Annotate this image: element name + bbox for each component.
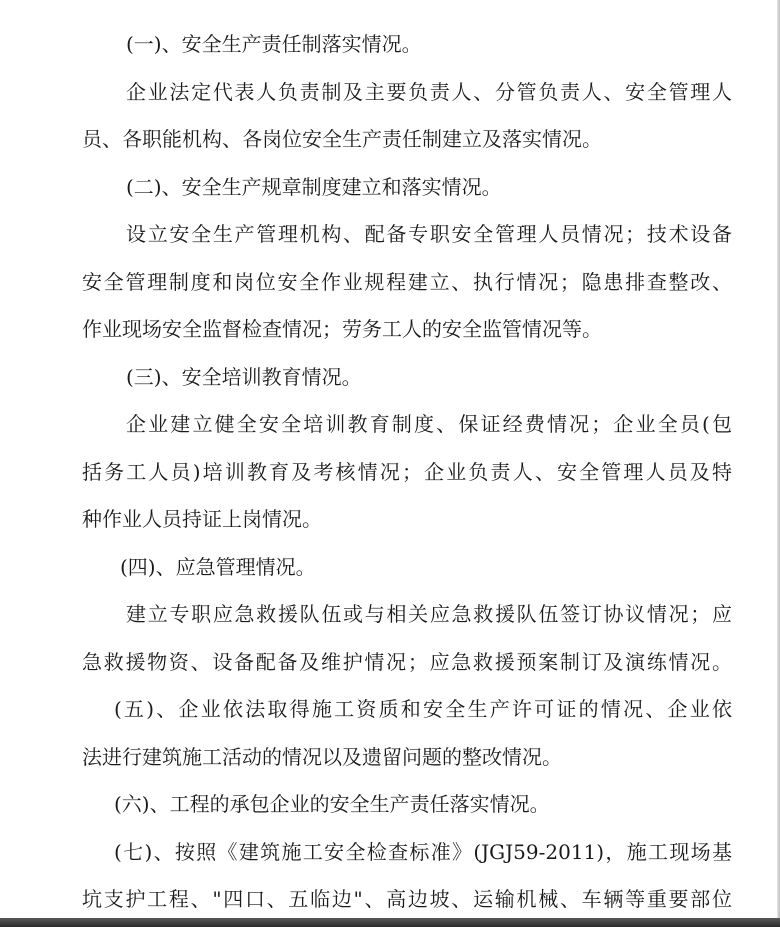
paragraph-line: 作业现场安全监督检查情况；劳务工人的安全监管情况等。	[82, 317, 602, 341]
paragraph-line: 建立专职应急救援队伍或与相关应急救援队伍签订协议情况；应	[126, 602, 732, 626]
section-heading-3: (三)、安全培训教育情况。	[126, 364, 362, 389]
section-heading-7: (七)、按照《建筑施工安全检查标准》(JGJ59-2011)，施工现场基	[114, 839, 732, 864]
section-heading-1: (一)、安全生产责任制落实情况。	[126, 32, 422, 56]
paragraph-line: 坑支护工程、"四口、五临边"、高边坡、运输机械、车辆等重要部位	[82, 887, 732, 911]
section-heading-2: (二)、安全生产规章制度建立和落实情况。	[126, 174, 502, 199]
paragraph-line: 法进行建筑施工活动的情况以及遗留问题的整改情况。	[82, 744, 562, 769]
document-body	[82, 21, 732, 918]
paragraph-line: 企业建立健全安全培训教育制度、保证经费情况；企业全员(包	[126, 412, 732, 436]
viewer-bottom-bar	[0, 918, 780, 927]
paragraph-line: 种作业人员持证上岗情况。	[82, 507, 322, 531]
section-heading-4: (四)、应急管理情况。	[120, 554, 316, 579]
paragraph-line: 安全管理制度和岗位安全作业规程建立、执行情况；隐患排查整改、	[82, 269, 732, 294]
paragraph-line: 括务工人员)培训教育及考核情况；企业负责人、安全管理人员及特	[82, 459, 732, 484]
paragraph-line: 设立安全生产管理机构、配备专职安全管理人员情况；技术设备	[126, 222, 732, 246]
section-heading-5: (五)、企业依法取得施工资质和安全生产许可证的情况、企业依	[114, 697, 732, 721]
paragraph-line: 企业法定代表人负责制及主要负责人、分管负责人、安全管理人	[126, 79, 732, 104]
paragraph-line: 急救援物资、设备配备及维护情况；应急救援预案制订及演练情况。	[82, 649, 732, 674]
paragraph-line: 员、各职能机构、各岗位安全生产责任制建立及落实情况。	[82, 127, 602, 151]
section-heading-6: (六)、工程的承包企业的安全生产责任落实情况。	[114, 792, 550, 816]
